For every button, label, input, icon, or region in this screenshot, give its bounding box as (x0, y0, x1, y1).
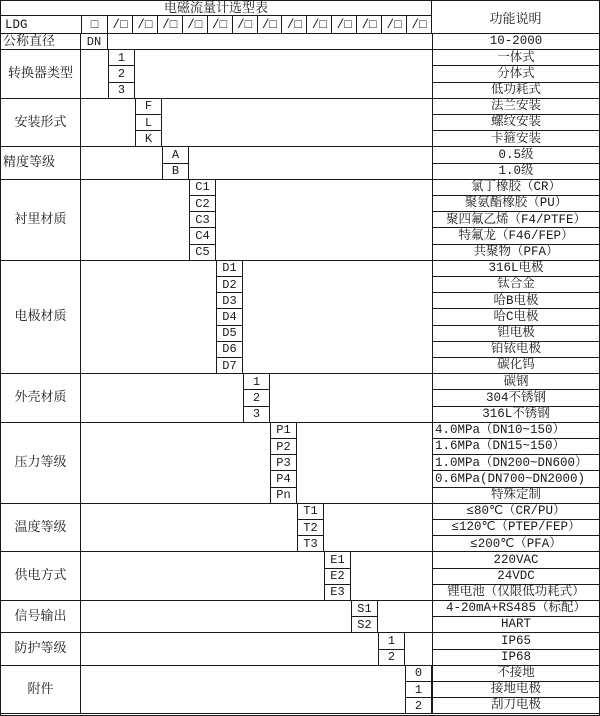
code-slot-cell: /□ (306, 16, 331, 33)
code-cell: E2 (325, 568, 350, 584)
code-slot-cell: /□ (232, 16, 257, 33)
desc-cell: 特氟龙（F46/FEP） (433, 227, 599, 243)
code-cell: D1 (222, 261, 237, 276)
desc-cell: 220VAC (493, 552, 539, 567)
code-cell: 3 (109, 82, 134, 98)
code-cell: S1 (357, 601, 372, 616)
desc-cell: 碳化钨 (433, 357, 599, 373)
code-cell: 1 (117, 50, 126, 65)
code-cell: S2 (352, 616, 377, 632)
code-cell: A (171, 147, 180, 162)
desc-cell: 4-20mA+RS485（标配） (445, 601, 586, 616)
code-cell: 2 (109, 65, 134, 81)
group-lining-material (1, 180, 599, 261)
category-label: 信号输出 (1, 601, 81, 632)
code-slot-cell: /□ (281, 16, 306, 33)
category-label: 温度等级 (1, 504, 81, 552)
group-electrode-material (1, 261, 599, 374)
code-cell: 0 (414, 666, 423, 681)
code-cell: T2 (298, 519, 323, 535)
desc-cell: 24VDC (433, 568, 599, 584)
group-nominal-diameter (1, 34, 599, 50)
desc-cell: IP68 (433, 649, 599, 665)
code-cell: E1 (330, 552, 345, 567)
category-label: 衬里材质 (1, 180, 81, 260)
desc-cell: 316L不锈钢 (433, 406, 599, 422)
code-cell: C5 (190, 244, 215, 260)
code-cell: D6 (217, 341, 242, 357)
desc-cell: 0.5级 (498, 147, 534, 162)
desc-cell: 钽电极 (433, 325, 599, 341)
code-slot-cell: /□ (207, 16, 232, 33)
desc-cell: ≤200℃（PFA） (433, 535, 599, 551)
group-pressure-rating (1, 423, 599, 504)
desc-cell: ≤120℃（PTEP/FEP） (433, 519, 599, 535)
desc-cell: 1.6MPa（DN15~150） (433, 438, 599, 454)
desc-cell: 聚氨酯橡胶（PU） (433, 195, 599, 211)
group-accessories (1, 666, 599, 715)
desc-cell: IP65 (500, 633, 531, 648)
group-protection-class (1, 633, 599, 665)
code-cell: D7 (217, 357, 242, 373)
desc-cell: 螺纹安装 (433, 114, 599, 130)
code-cell: C3 (190, 211, 215, 227)
category-label: 精度等级 (1, 147, 81, 178)
desc-cell: 4.0MPa（DN10~150） (435, 423, 566, 438)
desc-cell: 哈B电极 (433, 292, 599, 308)
code-cell: 2 (406, 697, 431, 713)
code-box-cell: □ (81, 16, 107, 33)
code-slot-cell: /□ (182, 16, 207, 33)
code-cell: D2 (217, 276, 242, 292)
code-cell: C2 (190, 195, 215, 211)
desc-cell: 一体式 (497, 50, 535, 65)
code-slot-cell: /□ (356, 16, 381, 33)
group-power-supply (1, 552, 599, 601)
code-slot-row (107, 16, 431, 33)
category-label: 压力等级 (1, 423, 81, 503)
code-cell: P3 (271, 454, 296, 470)
code-cell: C1 (195, 180, 210, 195)
desc-cell: 聚四氟乙烯（F4/PTFE） (433, 211, 599, 227)
code-cell: T1 (303, 504, 318, 519)
model-prefix: LDG (5, 17, 28, 32)
code-cell: Pn (271, 487, 296, 503)
table-title: 电磁流量计选型表 (1, 1, 431, 16)
group-temperature-rating (1, 504, 599, 553)
code-cell: F (144, 99, 153, 114)
group-installation-type (1, 99, 599, 148)
desc-cell: 特殊定制 (433, 487, 599, 503)
code-cell: 1 (406, 681, 431, 697)
desc-cell: HART (433, 616, 599, 632)
code-cell: K (136, 130, 161, 146)
desc-cell: 分体式 (433, 65, 599, 81)
category-label: 外壳材质 (1, 374, 81, 422)
function-description-header: 功能说明 (489, 11, 542, 27)
desc-cell: 1.0级 (433, 163, 599, 179)
desc-cell: 法兰安装 (490, 99, 541, 114)
code-cell: P2 (271, 438, 296, 454)
code-cell: DN (86, 34, 102, 49)
desc-cell: 铂铱电极 (433, 341, 599, 357)
code-slot-cell: /□ (157, 16, 182, 33)
desc-cell: ≤80℃（CR/PU） (466, 504, 566, 519)
code-cell: D3 (217, 292, 242, 308)
desc-cell: 1.0MPa（DN200~DN600） (433, 454, 599, 470)
desc-cell: 氯丁橡胶（CR） (470, 180, 561, 195)
code-cell: T3 (298, 535, 323, 551)
group-housing-material (1, 374, 599, 423)
category-label: 转换器类型 (1, 50, 81, 98)
code-cell: 1 (387, 633, 396, 648)
code-slot-cell: /□ (381, 16, 406, 33)
code-slot-cell: /□ (132, 16, 157, 33)
category-label: 附件 (1, 666, 81, 714)
code-cell: P1 (276, 423, 291, 438)
category-label: 防护等级 (1, 633, 81, 664)
code-cell: D4 (217, 308, 242, 324)
desc-cell: 接地电极 (433, 681, 599, 697)
code-slot-cell: /□ (406, 16, 431, 33)
model-code-row (1, 16, 431, 33)
category-label: 公称直径 (1, 34, 81, 49)
code-cell: 1 (252, 374, 261, 389)
desc-cell: 不接地 (497, 666, 535, 681)
group-signal-output (1, 601, 599, 633)
code-cell: B (163, 163, 188, 179)
code-slot-cell: /□ (257, 16, 282, 33)
group-converter-type (1, 50, 599, 99)
desc-cell: 304不锈钢 (433, 389, 599, 405)
desc-cell: 哈C电极 (433, 308, 599, 324)
desc-cell: 0.6MPa(DN700~DN2000) (433, 470, 599, 486)
code-cell: 2 (379, 649, 404, 665)
code-cell: E3 (325, 584, 350, 600)
code-cell: D5 (217, 325, 242, 341)
code-cell: C4 (190, 227, 215, 243)
header-left (1, 1, 432, 33)
desc-cell: 10-2000 (489, 34, 543, 49)
desc-cell: 锂电池（仅限低功耗式） (433, 584, 599, 600)
desc-cell: 低功耗式 (433, 82, 599, 98)
category-label: 安装形式 (1, 99, 81, 147)
code-cell: 2 (244, 389, 269, 405)
desc-cell: 316L电极 (488, 261, 544, 276)
code-slot-cell: /□ (331, 16, 356, 33)
desc-cell: 刮刀电极 (433, 697, 599, 713)
code-cell: P4 (271, 470, 296, 486)
desc-cell: 碳钢 (503, 374, 529, 389)
code-slot-cell: /□ (112, 17, 128, 32)
code-cell: L (136, 114, 161, 130)
group-accuracy-class (1, 147, 599, 179)
desc-cell: 钛合金 (433, 276, 599, 292)
desc-cell: 卡箍安装 (433, 130, 599, 146)
code-cell: 3 (244, 406, 269, 422)
category-label: 供电方式 (1, 552, 81, 600)
table-header (1, 1, 599, 34)
category-label: 电极材质 (1, 261, 81, 373)
desc-cell: 共聚物（PFA） (433, 244, 599, 260)
